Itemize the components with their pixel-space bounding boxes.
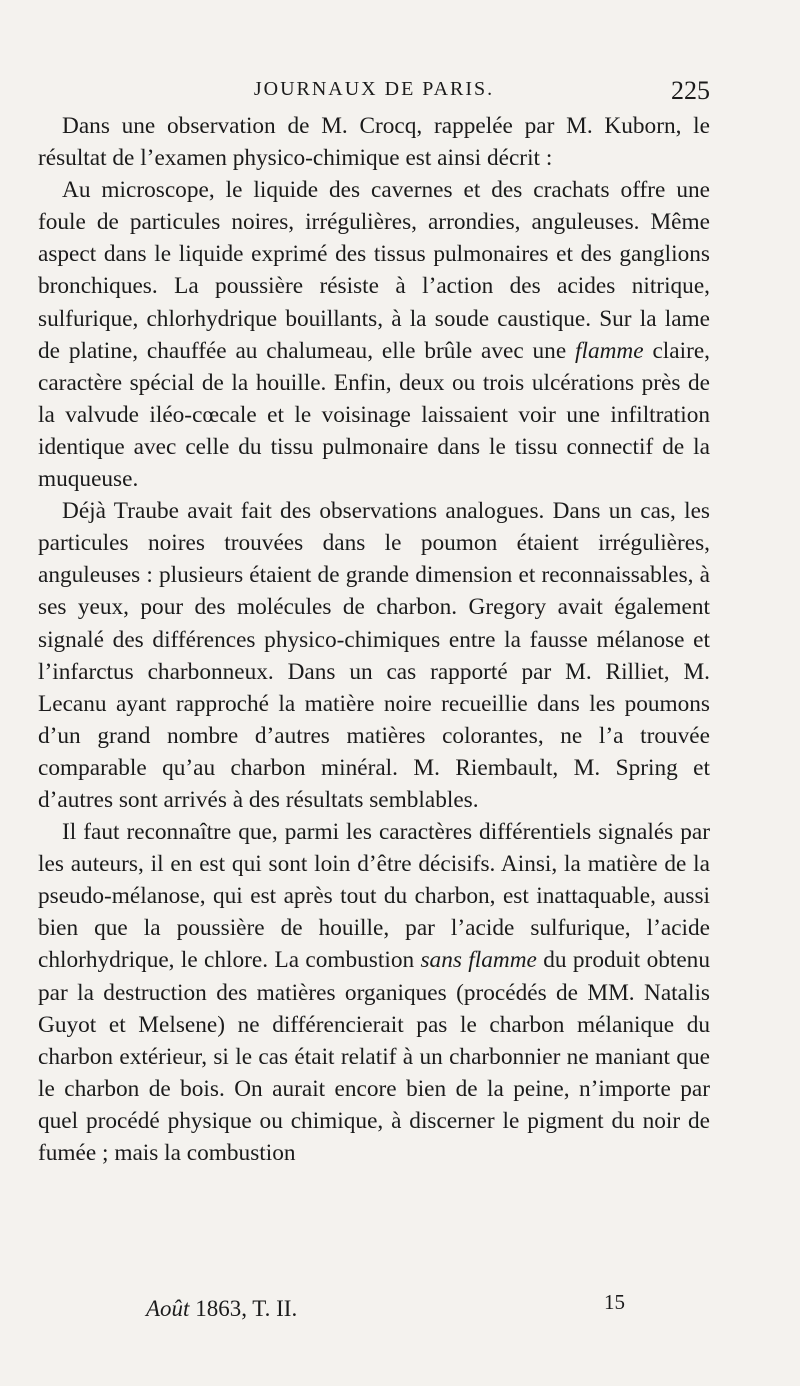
text-run: claire, caractère spécial de la houille. Enfin, deux ou trois ulcérations près de la valvude iléo-cœcale et le voisinage laissaient voir une infiltration identique avec celle du tissu pulmonaire dans le tissu connectif de la muqueuse.	[38, 337, 710, 493]
paragraph	[38, 110, 710, 174]
footer-date-rest: 1863, T. II.	[189, 1296, 298, 1321]
text-run: Déjà Traube avait fait des observations analogues. Dans un cas, les particules noires trouvées dans le poumon étaient irrégulières, anguleuses : plusieurs étaient de grande dimension et reconnaissables, à ses yeux, pour des molécules de charbon. Gregory avait également signalé des différences physico-chimiques entre la fausse mélanose et l’infarctus charbonneux. Dans un cas rapporté par M. Rilliet, M. Lecanu ayant rapproché la matière noire recueillie dans les poumons d’un grand nombre d’autres matières colorantes, ne l’a trouvée comparable qu’au charbon minéral. M. Riembault, M. Spring et d’autres sont arrivés à des résultats semblables.	[38, 498, 710, 813]
text-run: Dans une observation de M. Crocq, rappelée par M. Kuborn, le résultat de l’examen physico-chimique est ainsi décrit :	[38, 113, 710, 172]
paragraph	[38, 174, 710, 495]
text-run: du produit obtenu par la destruction des matières organiques (procédés de MM. Natalis Guyot et Melsene) ne différencierait pas le charbon mélanique du charbon extérieur, si le cas était relatif à un charbonnier ne maniant que le charbon de bois. On aurait encore bien de la peine, n’importe par quel procédé physique ou chimique, à discerner le pigment du noir de fumée ; mais la combustion	[38, 947, 710, 1166]
footer-date-month: Août	[146, 1296, 190, 1321]
page-header	[38, 78, 710, 108]
text-run: Au microscope, le liquide des cavernes et des crachats offre une foule de particules noires, irrégulières, arrondies, anguleuses. Même aspect dans le liquide exprimé des tissus pulmonaires et des ganglions bronchiques. La poussière résiste à l’action des acides nitrique, sulfurique, chlorhydrique bouillants, à la soude caustique. Sur la lame de platine, chauffée au chalumeau, elle brûle avec une	[38, 177, 710, 364]
page-number: 225	[671, 76, 710, 105]
page-footer	[38, 1290, 710, 1330]
running-head: JOURNAUX DE PARIS.	[253, 78, 495, 100]
paragraph	[38, 816, 710, 1169]
body-text	[38, 110, 710, 1169]
signature-mark: 15	[604, 1290, 625, 1314]
italic-run: flamme	[575, 337, 644, 364]
paragraph	[38, 495, 710, 816]
footer-date	[146, 1296, 297, 1322]
italic-run: sans flamme	[420, 947, 537, 974]
text-run: Il faut reconnaître que, parmi les caractères différentiels signalés par les auteurs, il en est qui sont loin d’être décisifs. Ainsi, la matière de la pseudo-mélanose, qui est après tout du charbon, est inattaquable, aussi bien que la poussière de houille, par l’acide sulfurique, l’acide chlorhydrique, le chlore. La combustion	[38, 819, 710, 974]
